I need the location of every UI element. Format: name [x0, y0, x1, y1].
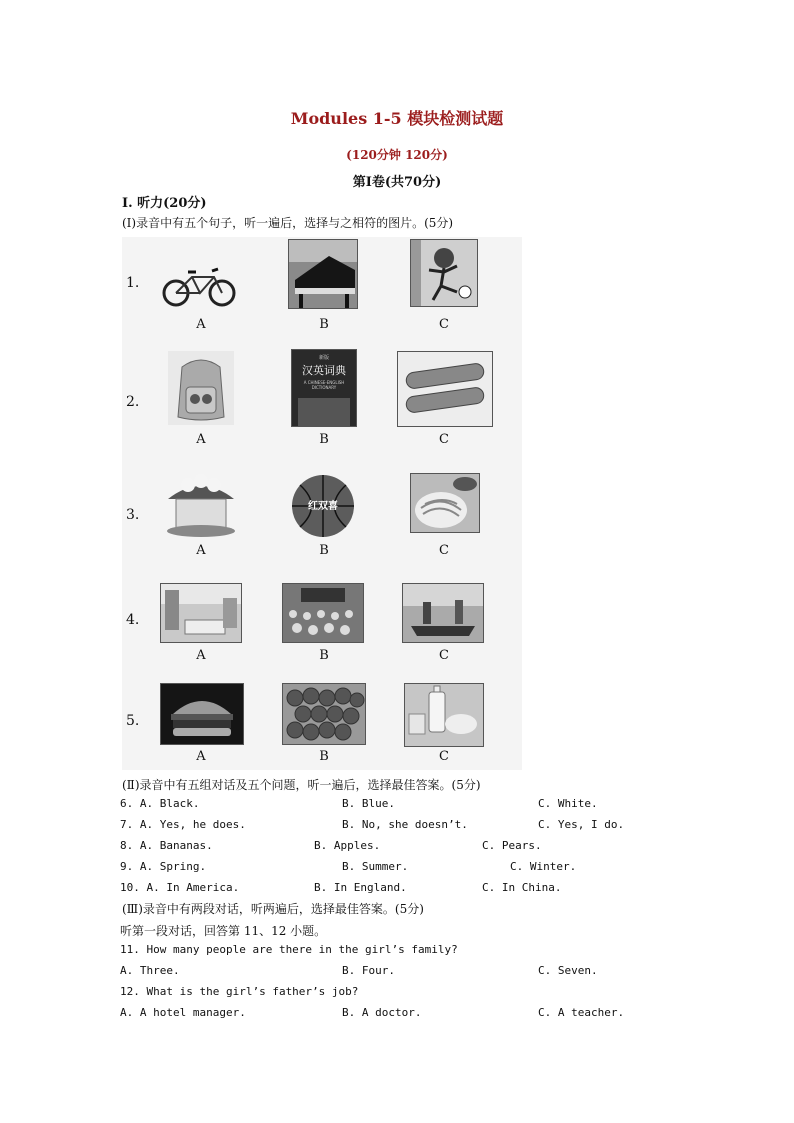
dictionary-edition: 新版: [318, 355, 329, 361]
dictionary-subtitle: A CHINESE-ENGLISH DICTIONARY: [303, 380, 345, 390]
question-number: 2.: [126, 394, 140, 410]
piano-icon: [288, 239, 358, 309]
question-9-option-c: C. Winter.: [510, 860, 577, 873]
option-label: A: [196, 317, 206, 332]
question-12-option-c: C. A teacher.: [538, 1006, 625, 1019]
exam-duration: (120分钟 120分): [346, 148, 448, 162]
bedroom-icon: [160, 583, 242, 643]
question-11-option-a: A. Three.: [120, 964, 180, 977]
question-12-option-a: A. A hotel manager.: [120, 1006, 246, 1019]
question-number: 4.: [126, 612, 140, 628]
page-title: Modules 1-5 模块检测试题: [290, 109, 504, 128]
question-10-option-b: B. In England.: [314, 881, 407, 894]
option-label: A: [196, 543, 206, 558]
hamburger-icon: [160, 683, 244, 745]
question-number: 3.: [126, 507, 140, 523]
question-number: 1.: [126, 275, 140, 291]
bicycle-icon: [160, 257, 240, 309]
basketball-brand: 红双喜: [308, 501, 338, 512]
question-6-option-b: B. Blue.: [342, 797, 395, 810]
dictionary-icon: [291, 349, 357, 427]
dialogue1-intro: 听第一段对话，回答第 11、12 小题。: [120, 924, 327, 938]
option-label: B: [319, 749, 329, 764]
volume-heading: 第Ⅰ卷(共70分): [352, 175, 442, 190]
question-6-option-a: 6. A. Black.: [120, 797, 200, 810]
question-11-stem: 11. How many people are there in the girl’s family?: [120, 943, 458, 956]
option-label: C: [439, 648, 449, 663]
noodles-icon: [410, 473, 480, 533]
basketball-icon: [290, 473, 356, 539]
option-label: B: [319, 648, 329, 663]
table-tennis-icon: [402, 583, 484, 643]
question-8-option-b: B. Apples.: [314, 839, 381, 852]
option-label: B: [319, 432, 329, 447]
option-label: B: [319, 317, 329, 332]
part3-instruction: (Ⅲ)录音中有两段对话，听两遍后，选择最佳答案。(5分): [122, 902, 424, 916]
classroom-icon: [282, 583, 364, 643]
question-11-option-b: B. Four.: [342, 964, 395, 977]
question-8-option-c: C. Pears.: [482, 839, 542, 852]
option-label: A: [196, 432, 206, 447]
question-10-option-a: 10. A. In America.: [120, 881, 240, 894]
option-label: C: [439, 543, 449, 558]
question-7-option-c: C. Yes, I do.: [538, 818, 625, 831]
question-12-stem: 12. What is the girl’s father’s job?: [120, 985, 359, 998]
picture-panel: [122, 237, 522, 770]
question-7-option-a: 7. A. Yes, he does.: [120, 818, 246, 831]
cake-icon: [158, 469, 244, 537]
question-12-option-b: B. A doctor.: [342, 1006, 422, 1019]
milk-icon: [404, 683, 484, 747]
dictionary-title: 汉英词典: [302, 364, 346, 377]
option-label: A: [196, 648, 206, 663]
part1-instruction: (Ⅰ)录音中有五个句子，听一遍后，选择与之相符的图片。(5分): [122, 216, 454, 230]
question-11-option-c: C. Seven.: [538, 964, 598, 977]
question-number: 5.: [126, 713, 140, 729]
part2-instruction: (Ⅱ)录音中有五组对话及五个问题，听一遍后，选择最佳答案。(5分): [122, 778, 481, 792]
section-listening: Ⅰ. 听力(20分): [122, 196, 207, 211]
question-7-option-b: B. No, she doesn’t.: [342, 818, 468, 831]
option-label: C: [439, 317, 449, 332]
option-label: C: [439, 749, 449, 764]
question-9-option-b: B. Summer.: [342, 860, 409, 873]
option-label: A: [196, 749, 206, 764]
question-6-option-c: C. White.: [538, 797, 598, 810]
question-10-option-c: C. In China.: [482, 881, 562, 894]
question-8-option-a: 8. A. Bananas.: [120, 839, 213, 852]
tomatoes-icon: [282, 683, 366, 745]
backpack-icon: [168, 351, 234, 425]
sausage-icon: [397, 351, 493, 427]
option-label: B: [319, 543, 329, 558]
question-9-option-a: 9. A. Spring.: [120, 860, 207, 873]
option-label: C: [439, 432, 449, 447]
cartoon-kicking-icon: [410, 239, 478, 307]
